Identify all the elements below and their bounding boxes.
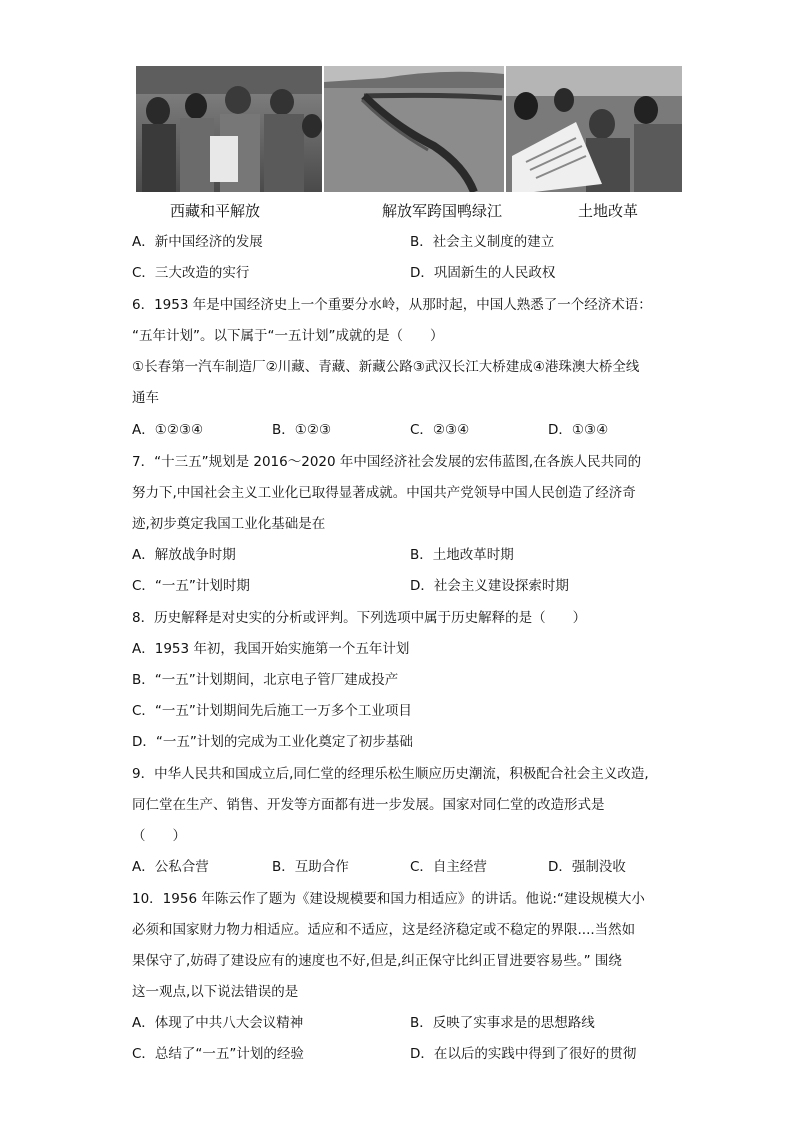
q6-option-d: D．①③④ bbox=[548, 422, 609, 438]
q6-stem-line: ①长春第一汽车制造厂②川藏、青藏、新藏公路③武汉长江大桥建成④港珠澳大桥全线 bbox=[132, 359, 640, 375]
q10-stem-line: 果保守了,妨碍了建设应有的速度也不好,但是,纠正保守比纠正冒进要容易些。” 围绕 bbox=[132, 953, 622, 969]
q9-stem-line: 9．中华人民共和国成立后,同仁堂的经理乐松生顺应历史潮流，积极配合社会主义改造, bbox=[132, 766, 649, 782]
yalu-crossing-photo bbox=[324, 66, 504, 192]
q8-option-b: B．“一五”计划期间，北京电子管厂建成投产 bbox=[132, 672, 399, 688]
q7-stem-line: 迹,初步奠定我国工业化基础是在 bbox=[132, 516, 326, 532]
q9-option-d: D．强制没收 bbox=[548, 859, 626, 875]
q10-option-a: A．体现了中共八大会议精神 bbox=[132, 1015, 304, 1031]
q7-stem-line: 努力下,中国社会主义工业化已取得显著成就。中国共产党领导中国人民创造了经济奇 bbox=[132, 485, 636, 501]
q8-option-a: A．1953 年初，我国开始实施第一个五年计划 bbox=[132, 641, 410, 657]
tibet-liberation-photo bbox=[136, 66, 322, 192]
q6-option-c: C．②③④ bbox=[410, 422, 470, 438]
q10-option-c: C．总结了“一五”计划的经验 bbox=[132, 1046, 304, 1062]
q7-option-c: C．“一五”计划时期 bbox=[132, 578, 250, 594]
q10-stem-line: 这一观点,以下说法错误的是 bbox=[132, 984, 299, 1000]
q7-option-a: A．解放战争时期 bbox=[132, 547, 236, 563]
q8-option-d: D．“一五”计划的完成为工业化奠定了初步基础 bbox=[132, 734, 413, 750]
q10-stem-line: 必须和国家财力物力相适应。适应和不适应，这是经济稳定或不稳定的界限....当然如 bbox=[132, 922, 636, 938]
q8-option-c: C．“一五”计划期间先后施工一万多个工业项目 bbox=[132, 703, 412, 719]
q7-option-d: D．社会主义建设探索时期 bbox=[410, 578, 569, 594]
tibet-caption: 西藏和平解放 bbox=[170, 202, 261, 220]
land-reform-caption: 土地改革 bbox=[578, 202, 639, 220]
q9-option-b: B．互助合作 bbox=[272, 859, 349, 875]
q6-stem-line: “五年计划”。以下属于“一五计划”成就的是（ ） bbox=[132, 328, 444, 344]
q5-option-c: C．三大改造的实行 bbox=[132, 265, 250, 281]
q6-stem-line: 通车 bbox=[132, 390, 159, 406]
q5-option-b: B．社会主义制度的建立 bbox=[410, 234, 555, 250]
q9-stem-line: （ ） bbox=[132, 828, 186, 844]
q9-stem-line: 同仁堂在生产、销售、开发等方面都有进一步发展。国家对同仁堂的改造形式是 bbox=[132, 797, 605, 813]
q10-stem-line: 10．1956 年陈云作了题为《建设规模要和国力相适应》的讲话。他说:“建设规模大小 bbox=[132, 891, 645, 907]
q9-option-a: A．公私合营 bbox=[132, 859, 209, 875]
yalu-caption: 解放军跨国鸭绿江 bbox=[382, 202, 503, 220]
q7-option-b: B．土地改革时期 bbox=[410, 547, 514, 563]
q7-stem-line: 7．“十三五”规划是 2016～2020 年中国经济社会发展的宏伟蓝图,在各族人民共同的 bbox=[132, 454, 642, 470]
q10-option-b: B．反映了实事求是的思想路线 bbox=[410, 1015, 595, 1031]
q8-stem-line: 8．历史解释是对史实的分析或评判。下列选项中属于历史解释的是（ ） bbox=[132, 610, 587, 626]
q5-option-d: D．巩固新生的人民政权 bbox=[410, 265, 556, 281]
q10-option-d: D．在以后的实践中得到了很好的贯彻 bbox=[410, 1046, 637, 1062]
q5-option-a: A．新中国经济的发展 bbox=[132, 234, 263, 250]
q6-stem-line: 6．1953 年是中国经济史上一个重要分水岭，从那时起，中国人熟悉了一个经济术语： bbox=[132, 297, 652, 313]
land-reform-photo bbox=[506, 66, 682, 192]
q6-option-a: A．①②③④ bbox=[132, 422, 204, 438]
q6-option-b: B．①②③ bbox=[272, 422, 332, 438]
q9-option-c: C．自主经营 bbox=[410, 859, 487, 875]
